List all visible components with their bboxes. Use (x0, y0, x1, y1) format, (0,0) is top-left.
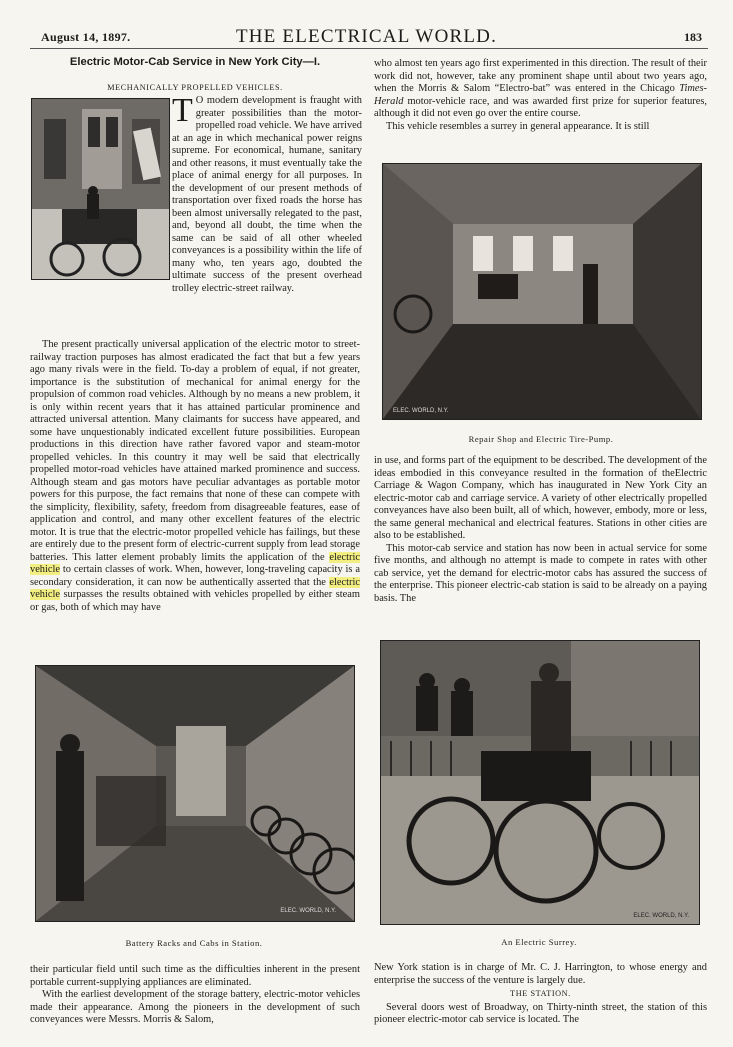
dropcap: T (172, 92, 193, 129)
right-bottom-paragraph-1: New York station is in charge of Mr. C. J. Harrington, to whose energy and enterprise the success of the venture is largely due. (374, 962, 707, 986)
left-bottom-paragraph-2: With the earliest development of the storage battery, electric-motor vehicles made their appearance. Among the pioneers in the development of such conveyances were Messrs. Morris & Salom, (30, 989, 360, 1025)
repair-shop-photo (382, 163, 702, 420)
right-column-bottom (374, 962, 707, 1027)
repair-caption: Repair Shop and Electric Tire-Pump. (468, 434, 614, 444)
right-bottom-paragraph-2: Several doors west of Broadway, on Thirty-ninth street, the station of this pioneer electric-motor cab service is located. The (374, 1001, 707, 1025)
section-heading-station: THE STATION. (510, 989, 571, 998)
left-bottom-paragraph-1: their particular field until such time as the difficulties inherent in the present portable current-supplying appliances are eliminated. (30, 964, 360, 988)
article-intro (172, 92, 362, 295)
cab-street-photo (31, 98, 170, 280)
right-top-paragraph-1: who almost ten years ago first experimented in this direction. The result of their work did not, however, take any prominent shape until about two years ago, when the Morris & Salom “Electro-bat” was entered in the Chicago Times-Herald motor-vehicle race, and was awarded first prize for superior features, although it did not even go over the entire course. (374, 58, 707, 119)
electric-surrey-photo (380, 640, 700, 925)
highlight-electric-vehicle-1: electric vehicle (30, 551, 360, 575)
right-column-top (374, 58, 707, 133)
battery-racks-photo (35, 665, 355, 922)
journal-title: THE ELECTRICAL WORLD. (235, 26, 498, 47)
left-column-bottom (30, 964, 360, 1027)
battery-caption: Battery Racks and Cabs in Station. (125, 938, 263, 948)
highlight-electric-vehicle-2: electric vehicle (30, 576, 360, 600)
surrey-photo-credit: ELEC. WORLD, N.Y. (633, 913, 689, 919)
issue-date: August 14, 1897. (41, 30, 131, 44)
right-column-middle (374, 455, 707, 605)
intro-text: O modern development is fraught with greater possibilities than the motor-propelled road vehicle. We have arrived at an age in which mechanical power reigns supreme. For economical, humane, sanitary and other reasons, it must eventually take the place of animal energy for all purposes. In the development of our present methods of transportation over fixed roads the horse has been almost universally relegated to the past, and, beyond all doubt, the time when the same can be said of all other wheeled conveyances is a possibility within the life of many who, ten years ago, doubted the ultimate success of the present overhead trolley electric-street railway. (172, 95, 362, 294)
left-column-text (30, 339, 360, 614)
surrey-caption: An Electric Surrey. (501, 937, 577, 947)
right-mid-paragraph-2: This motor-cab service and station has now been in actual service for some five months, and although no attempt is made to compete in rates with other cab service, yet the demand for electric-motor cabs has assured the success of the enterprise. This pioneer electric-cab station is said to be already on a paying basis. The (374, 542, 707, 604)
right-mid-paragraph-1: in use, and forms part of the equipment to be described. The development of the ideas embodied in this conveyance resulted in the formation of theElectric Carriage & Wagon Company, which has inaugurated in New York City an electric-motor cab and carriage service. A variety of other electrically propelled conveyances have also been built, all of which, however, embody, more or less, the same general mechanical and electrical features. Stations in other cities are also to be established. (374, 455, 707, 541)
battery-photo-credit: ELEC. WORLD, N.Y. (280, 908, 336, 914)
newspaper-name: Times-Herald (374, 83, 707, 107)
right-top-paragraph-2: This vehicle resembles a surrey in general appearance. It is still (386, 120, 650, 132)
article-title: Electric Motor-Cab Service in New York City—I. (69, 56, 321, 68)
header-rule (30, 48, 708, 49)
repair-photo-credit: ELEC. WORLD, N.Y. (393, 408, 449, 414)
page-number: 183 (684, 30, 702, 44)
article-subhead: MECHANICALLY PROPELLED VEHICLES. (107, 83, 283, 92)
paragraph-2: The present practically universal application of the electric motor to street-railway traction purposes has almost eradicated the fact that but a few years ago many rivals were in the field. To-day a problem of equal, if not greater, importance is the substitution of mechanical for animal energy for the propulsion of common road vehicles. Although by no means a new problem, it is only within recent years that it has attained particular prominence and attracted universal attention. Many claimants for success have appeared, and some have unquestionably indicated excellent future possibilities. European productions in this direction have rather favored vapor and steam-motor propelled vehicles. In this country it may well be said that electrically propelled motor-road vehicles have attained marked prominence and success. Although steam and gas motors have peculiar advantages as portable motor powers for this purpose, the fact remains that none of these can compete with the simplicity, flexibility, safety, freedom from disagreeable features, ease of application and control, and many other excellent features of the electric motor. It is true that the electric-motor propelled vehicle has failings, but these are entirely due to the present form of electric-current supply from lead storage batteries. This latter element probably limits the application of the electric vehicle to certain classes of work. When, however, long-traveling capacity is a secondary consideration, it can now be authentically asserted that the electric vehicle surpasses the results obtained with vehicles propelled by either steam or gas, both of which may have (30, 339, 360, 613)
